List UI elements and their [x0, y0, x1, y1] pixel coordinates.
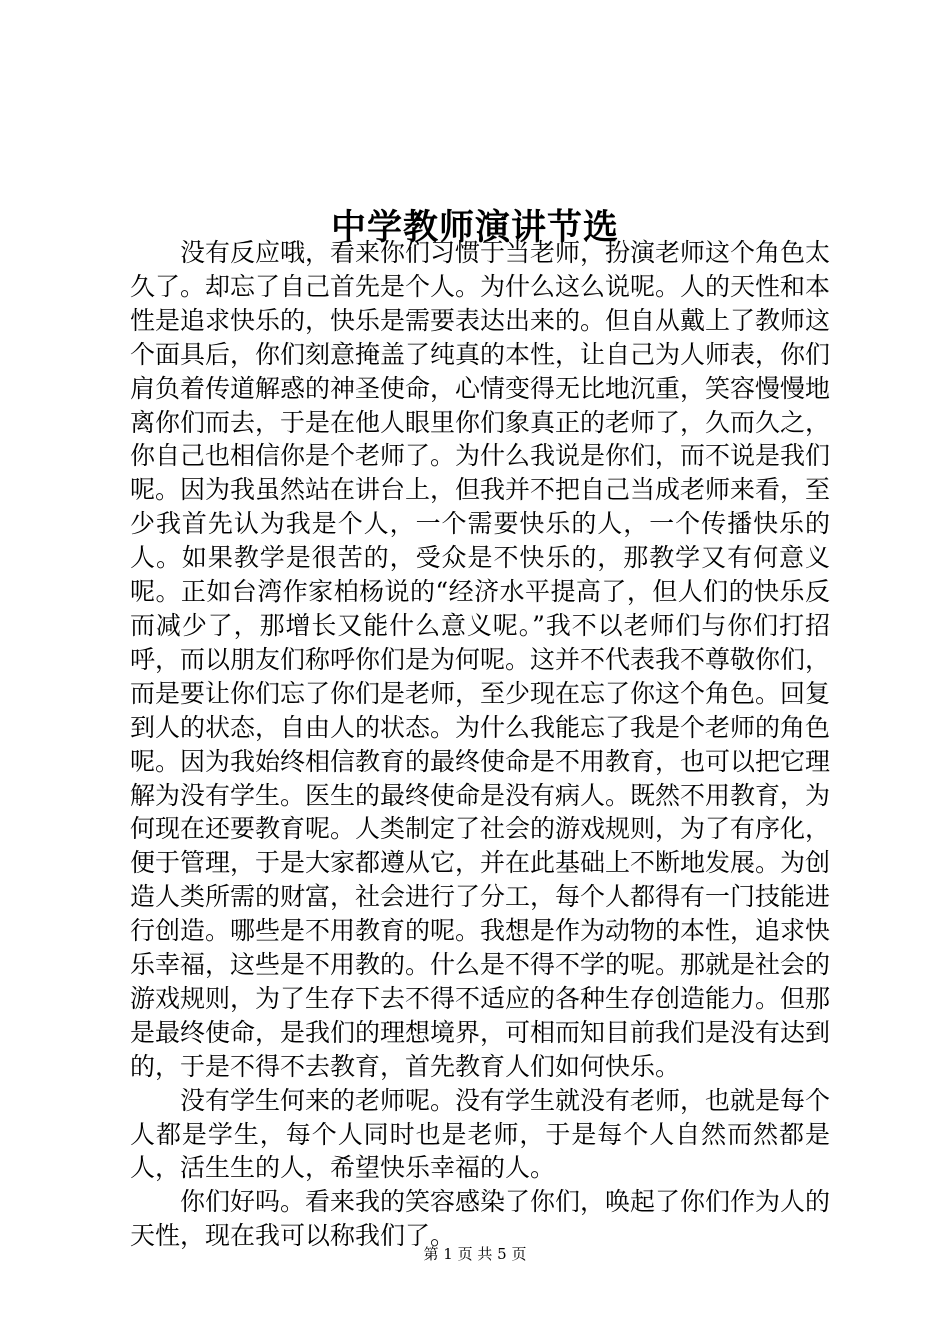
page-number-info: 第 1 页 共 5 页: [423, 1245, 527, 1263]
paragraph-3: 你们好吗。看来我的笑容感染了你们，唤起了你们作为人的天性，现在我可以称我们了。: [130, 1187, 831, 1251]
paragraph-2: 没有学生何来的老师呢。没有学生就没有老师，也就是每个人都是学生，每个人同时也是老师，于是每个人自然而然都是人，活生生的人，希望快乐幸福的人。: [130, 1085, 831, 1183]
paragraph-1: 没有反应哦，看来你们习惯于当老师，扮演老师这个角色太久了。却忘了自己首先是个人。为什么这么说呢。人的天性和本性是追求快乐的，快乐是需要表达出来的。但自从戴上了教师这个面具后，你们刻意掩盖了纯真的本性，让自己为人师表，你们肩负着传道解惑的神圣使命，心情变得无比地沉重，笑容慢慢地离你们而去，于是在他人眼里你们象真正的老师了，久而久之，你自己也相信你是个老师了。为什么我说是你们，而不说是我们呢。因为我虽然站在讲台上，但我并不把自己当成老师来看，至少我首先认为我是个人，一个需要快乐的人，一个传播快乐的人。如果教学是很苦的，受众是不快乐的，那教学又有何意义呢。正如台湾作家柏杨说的“经济水平提高了，但人们的快乐反而减少了，那增长又能什么意义呢。”我不以老师们与你们打招呼，而以朋友们称呼你们是为何呢。这并不代表我不尊敬你们，而是要让你们忘了你们是老师，至少现在忘了你这个角色。回复到人的状态，自由人的状态。为什么我能忘了我是个老师的角色呢。因为我始终相信教育的最终使命是不用教育，也可以把它理解为没有学生。医生的最终使命是没有病人。既然不用教育，为何现在还要教育呢。人类制定了社会的游戏规则，为了有序化，便于管理，于是大家都遵从它，并在此基础上不断地发展。为创造人类所需的财富，社会进行了分工，每个人都得有一门技能进行创造。哪些是不用教育的呢。我想是作为动物的本性，追求快乐幸福，这些是不用教的。什么是不得不学的呢。那就是社会的游戏规则，为了生存下去不得不适应的各种生存创造能力。但那是最终使命，是我们的理想境界，可相而知目前我们是没有达到的，于是不得不去教育，首先教育人们如何快乐。: [130, 238, 831, 1081]
document-title: 中学教师演讲节选: [330, 207, 619, 249]
page-footer: [0, 1244, 950, 1264]
document-body: [130, 236, 830, 1253]
